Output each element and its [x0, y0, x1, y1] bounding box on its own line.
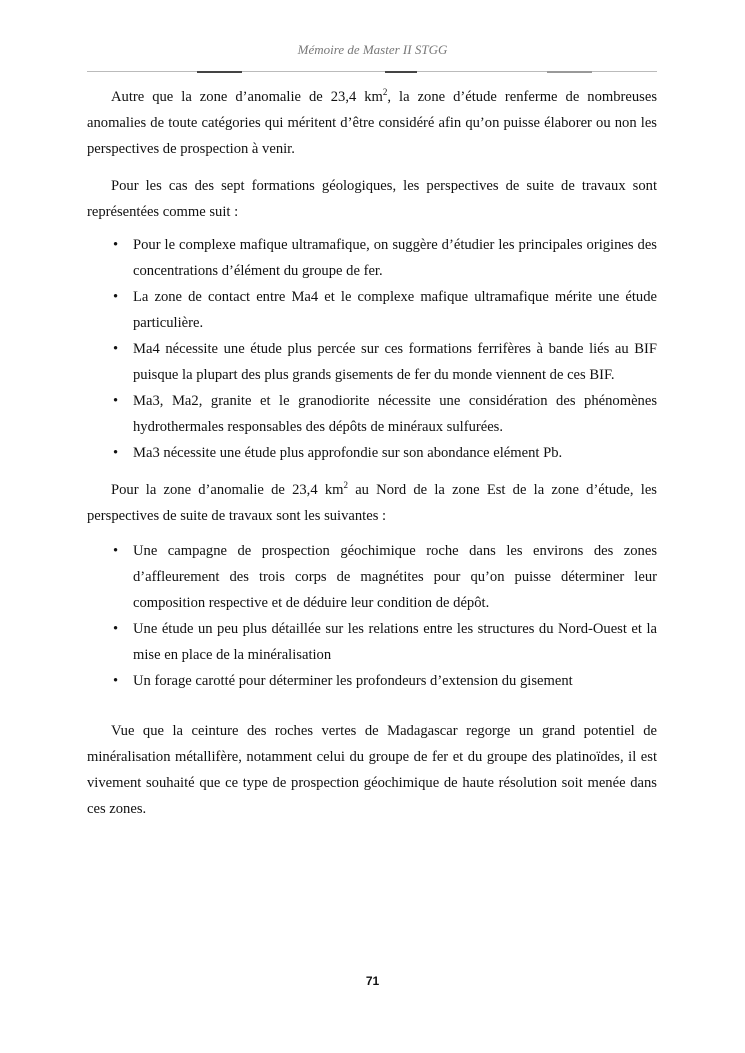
list-item [87, 232, 657, 284]
text: Pour la zone d’anomalie de 23,4 km [111, 482, 344, 498]
list-item [87, 440, 657, 466]
list-item-text: Ma4 nécessite une étude plus percée sur ces formations ferrifères à bande liés au BIF puisque la plupart des plus grands gisements de fer du monde viennent de ces BIF. [133, 341, 657, 383]
list-item [87, 388, 657, 440]
list-item [87, 538, 657, 616]
bullet-icon: • [113, 445, 119, 461]
list-item [87, 616, 657, 668]
list-item-text: Ma3 nécessite une étude plus approfondie sur son abondance elément Pb. [133, 445, 563, 461]
list-item-text: Une étude un peu plus détaillée sur les relations entre les structures du Nord-Ouest et la mise en place de la minéralisation [133, 621, 657, 663]
header-rule [87, 71, 657, 72]
bullet-icon: • [113, 341, 119, 357]
list-item [87, 284, 657, 336]
page-header: Mémoire de Master II STGG [297, 42, 448, 57]
bullet-icon: • [113, 673, 119, 689]
bullet-icon: • [113, 621, 119, 637]
list-item-text: La zone de contact entre Ma4 et le complexe mafique ultramafique mérite une étude particulière. [133, 289, 657, 331]
paragraph-4: Vue que la ceinture des roches vertes de Madagascar regorge un grand potentiel de minéralisation métallifère, notamment celui du groupe de fer et du groupe des platinoïdes, il est vivement souhaité que ce type de prospection géochimique de haute résolution soit menée dans ces zones. [87, 723, 657, 817]
superscript: 2 [343, 480, 348, 491]
list-item-text: Pour le complexe mafique ultramafique, on suggère d’étudier les principales origines des concentrations d’élément du groupe de fer. [133, 237, 657, 279]
paragraph-2: Pour les cas des sept formations géologiques, les perspectives de suite de travaux sont représentées comme suit : [87, 178, 657, 220]
paragraph-1 [87, 84, 657, 162]
bullet-list-anomaly [87, 538, 657, 694]
bullet-icon: • [113, 393, 119, 409]
list-item [87, 668, 657, 694]
bullet-icon: • [113, 543, 119, 559]
page-number: 71 [365, 974, 380, 988]
bullet-icon: • [113, 237, 119, 253]
list-item-text: Un forage carotté pour déterminer les profondeurs d’extension du gisement [133, 673, 573, 689]
superscript: 2 [382, 87, 388, 98]
list-item-text: Une campagne de prospection géochimique roche dans les environs des zones d’affleurement des trois corps de magnétites pour qu’on puisse déterminer leur composition respective et de déduire leur condition de dépôt. [133, 543, 657, 611]
bullet-list-formations [87, 232, 657, 466]
text: Autre que la zone d’anomalie de 23,4 km [111, 89, 383, 105]
text: , la zone d’étude renferme de nombreuses anomalies de toute catégories qui méritent d’être considéré afin qu’on puisse élaborer ou non les perspectives de prospection à venir. [87, 89, 657, 157]
paragraph-3 [87, 477, 657, 529]
list-item-text: Ma3, Ma2, granite et le granodiorite nécessite une considération des phénomènes hydrothermales responsables des dépôts de minéraux sulfurées. [133, 393, 657, 435]
bullet-icon: • [113, 289, 119, 305]
text: au Nord de la zone Est de la zone d’étude, les perspectives de suite de travaux sont les suivantes : [87, 482, 657, 524]
list-item [87, 336, 657, 388]
